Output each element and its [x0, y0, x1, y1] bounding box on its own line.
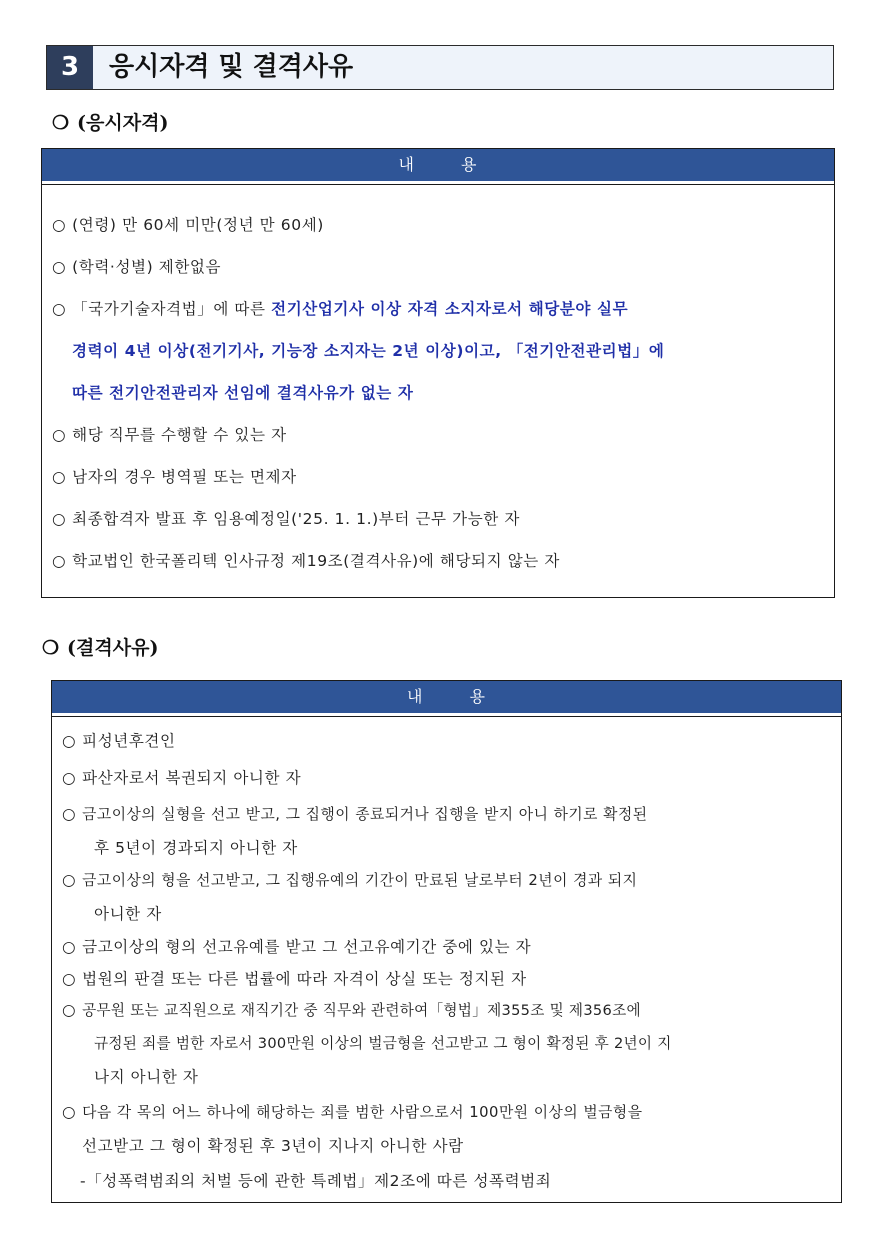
- qualification-text: 최종합격자 발표 후 임용예정일('25. 1. 1.)부터 근무 가능한 자: [72, 510, 520, 528]
- bullet-icon: ○: [62, 769, 77, 787]
- disqualification-continuation: 아니한 자: [94, 905, 162, 923]
- disqualifications-table-header: [52, 681, 841, 713]
- disqualification-item: [62, 935, 531, 957]
- qualification-item: [52, 297, 628, 319]
- bullet-icon: ○: [52, 216, 67, 234]
- qualifications-heading-text: (응시자격): [77, 112, 169, 134]
- bullet-icon: ○: [52, 468, 67, 486]
- highlight-continuation: 경력이 4년 이상(전기기사, 기능장 소지자는 2년 이상)이고, 「전기안전관리법」에: [72, 342, 665, 360]
- qualification-text: 학교법인 한국폴리텍 인사규정 제19조(결격사유)에 해당되지 않는 자: [72, 552, 560, 570]
- disqualification-text: 금고이상의 형을 선고받고, 그 집행유예의 기간이 만료된 날로부터 2년이 경과 되지: [82, 872, 638, 889]
- section-title: 응시자격 및 결격사유: [109, 52, 354, 82]
- bullet-icon: ○: [52, 552, 67, 570]
- highlight-continuation: 따른 전기안전관리자 선임에 결격사유가 없는 자: [72, 384, 414, 402]
- qualification-item: [52, 423, 287, 445]
- qualification-item: [52, 549, 560, 571]
- disqualification-continuation: 규정된 죄를 범한 자로서 300만원 이상의 벌금형을 선고받고 그 형이 확정된 후 2년이 지: [94, 1035, 672, 1052]
- disqualification-text: 금고이상의 형의 선고유예를 받고 그 선고유예기간 중에 있는 자: [82, 938, 532, 956]
- disqualification-item: [62, 967, 527, 989]
- disqualifications-table: [51, 680, 842, 1203]
- disqualification-item: [62, 1101, 643, 1122]
- qualification-item: [52, 507, 520, 529]
- qualifications-heading: [52, 108, 168, 135]
- circle-bullet-icon: ❍: [42, 637, 60, 659]
- bullet-icon: ○: [62, 805, 77, 823]
- header-divider: [42, 184, 834, 185]
- bullet-icon: ○: [62, 1103, 77, 1121]
- bullet-icon: ○: [62, 970, 77, 988]
- disqualification-item: [62, 999, 641, 1020]
- qualification-text: 남자의 경우 병역필 또는 면제자: [72, 468, 297, 486]
- disqualification-text: 공무원 또는 교직원으로 재직기간 중 직무와 관련하여「형법」제355조 및 제356조에: [82, 1002, 641, 1019]
- disqualification-text: 파산자로서 복권되지 아니한 자: [82, 769, 302, 787]
- qualification-text: 「국가기술자격법」에 따른: [72, 300, 272, 318]
- qualification-item: [52, 213, 324, 235]
- bullet-icon: ○: [52, 300, 67, 318]
- disqualification-continuation: 선고받고 그 형이 확정된 후 3년이 지나지 아니한 사람: [82, 1137, 464, 1155]
- highlight-text: 전기산업기사 이상 자격 소지자로서 해당분야 실무: [271, 300, 629, 318]
- disqualification-text: 금고이상의 실형을 선고 받고, 그 집행이 종료되거나 집행을 받지 아니 하기로 확정된: [82, 806, 648, 823]
- bullet-icon: ○: [52, 426, 67, 444]
- disqualification-sub-item: -「성폭력범죄의 처벌 등에 관한 특례법」제2조에 따른 성폭력범죄: [80, 1172, 552, 1190]
- disqualification-item: [62, 766, 301, 788]
- disqualification-continuation: 나지 아니한 자: [94, 1068, 199, 1086]
- header-divider: [52, 716, 841, 717]
- disqualification-item: [62, 803, 648, 824]
- disqualification-item: [62, 869, 637, 890]
- qualification-item: [52, 465, 297, 487]
- circle-bullet-icon: ❍: [52, 112, 70, 134]
- bullet-icon: ○: [52, 510, 67, 528]
- disqualification-text: 피성년후견인: [82, 732, 176, 750]
- qualification-item: [52, 255, 221, 277]
- disqualification-text: 다음 각 목의 어느 하나에 해당하는 죄를 범한 사람으로서 100만원 이상의 벌금형을: [82, 1104, 643, 1121]
- bullet-icon: ○: [62, 732, 77, 750]
- disqualifications-heading-text: (결격사유): [67, 637, 159, 659]
- bullet-icon: ○: [62, 871, 77, 889]
- disqualification-text: 법원의 판결 또는 다른 법률에 따라 자격이 상실 또는 정지된 자: [82, 970, 527, 988]
- qualification-text: (연령) 만 60세 미만(정년 만 60세): [72, 216, 324, 234]
- bullet-icon: ○: [62, 1001, 77, 1019]
- header-cell-right: 용: [461, 155, 478, 174]
- disqualifications-heading: [42, 633, 158, 660]
- disqualification-continuation: 후 5년이 경과되지 아니한 자: [94, 839, 298, 857]
- qualification-text: 해당 직무를 수행할 수 있는 자: [72, 426, 287, 444]
- bullet-icon: ○: [52, 258, 67, 276]
- qualifications-table: [41, 148, 835, 598]
- section-number: 3: [47, 46, 93, 89]
- header-cell-left: 내: [398, 155, 415, 174]
- bullet-icon: ○: [62, 938, 77, 956]
- qualification-text: (학력·성별) 제한없음: [72, 258, 222, 276]
- section-header: [46, 45, 834, 90]
- disqualification-item: [62, 729, 176, 751]
- header-cell-right: 용: [469, 687, 486, 706]
- qualifications-table-header: [42, 149, 834, 181]
- header-cell-left: 내: [407, 687, 424, 706]
